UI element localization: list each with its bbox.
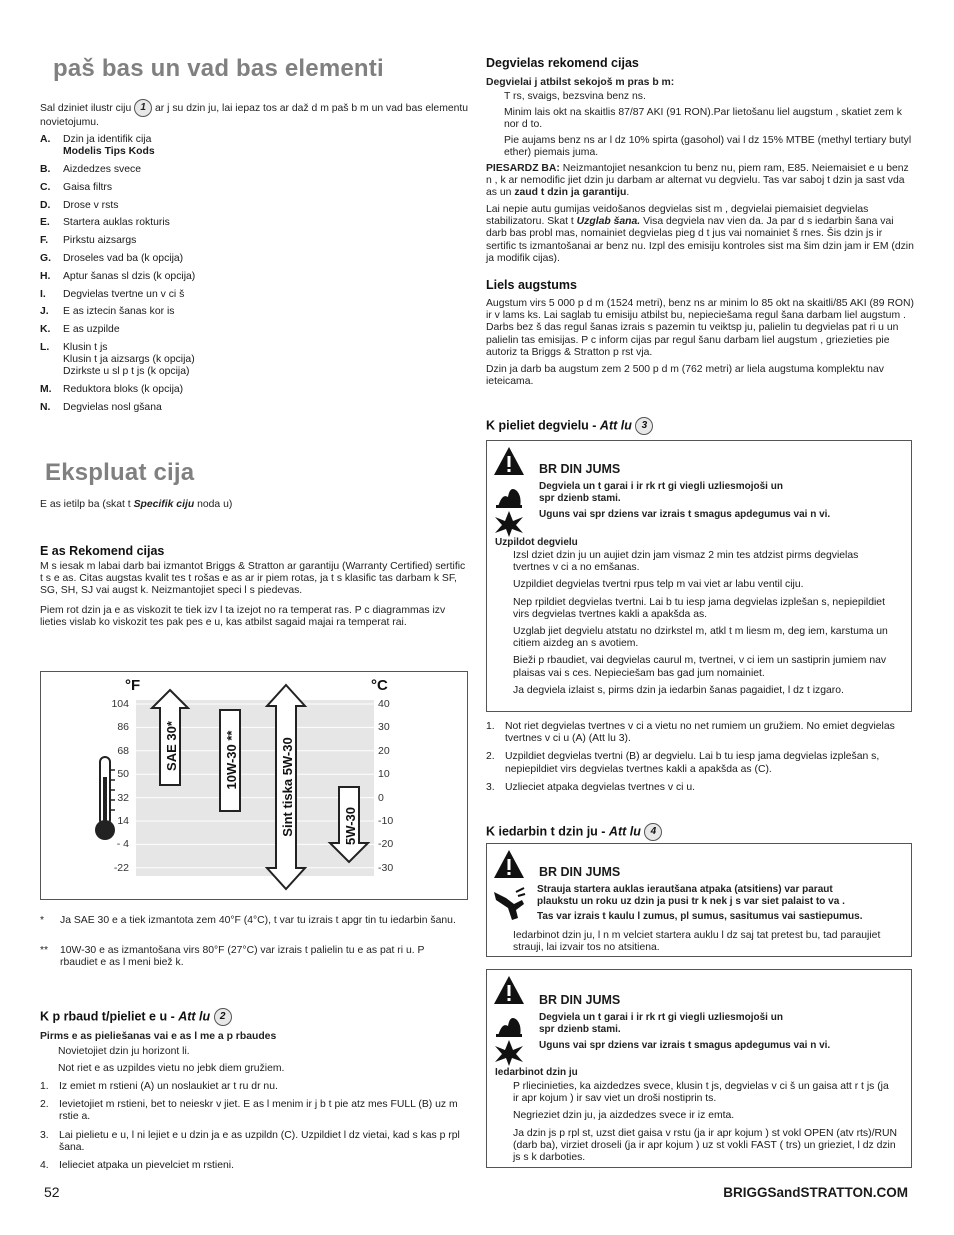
fahrenheit-tick: 14 (117, 815, 129, 827)
part-value (63, 342, 470, 379)
intro-text-a: Sal dziniet ilustr ciju (40, 102, 132, 114)
section-title-parts: paš bas un vad bas elementi (53, 55, 384, 82)
starting-subheading: Iedarbinot dzin ju (495, 1067, 578, 1078)
celsius-tick: 10 (378, 768, 390, 781)
safety-bullet: Nep rpildiet degvielas tvertni. Lai b tu iesp jama degvielas izplešan s, nepiepildiet virs degvielas tvertnes kakli a apakšda as. (513, 596, 885, 620)
part-item (40, 306, 470, 318)
high-altitude-heading: Liels augstums (486, 278, 577, 292)
step-number: 2. (486, 751, 495, 763)
kickback-text-3: Tas var izrais t kaulu l zumus, pl sumus, sasitumus vai sastiepumus. (537, 911, 863, 922)
step-number: 2. (40, 1099, 49, 1111)
note2-text: 10W-30 e as izmantošana virs 80°F (27°C) var izrais t palielin tu e as pat ri u. P rbaudiet e as l meni biež k. (60, 945, 425, 969)
caution-paragraph (486, 163, 914, 200)
step-item (40, 1081, 470, 1093)
part-value (63, 235, 470, 247)
part-item (40, 164, 470, 176)
part-item (40, 402, 470, 414)
stabilizer-a: Lai nepie autu gumijas veidošanos degvielas sist m , degvielai piemaisiet degvielas stabilizatoru. Skat t (486, 204, 869, 228)
oil-capacity-a: E as ietilp ba (skat t (40, 499, 134, 510)
part-value (63, 289, 470, 301)
fahrenheit-tick: 104 (111, 698, 129, 710)
part-line: Aizdedzes svece (63, 164, 141, 175)
part-line: Droseles vad ba (k opcija) (63, 252, 184, 264)
part-key: J. (40, 306, 49, 318)
part-item (40, 324, 470, 336)
start-engine-heading-a: K iedarbin t dzin ju - (486, 824, 609, 839)
part-key: I. (40, 288, 46, 300)
warning-text-2: spr dzienb stami. (539, 493, 621, 504)
part-item (40, 289, 470, 301)
fueling-subheading: Uzpildot degvielu (495, 537, 578, 548)
part-value (63, 134, 470, 158)
part-line: Drose v rsts (63, 199, 119, 211)
fahrenheit-tick: - 4 (116, 838, 129, 851)
step-text: Ielieciet atpaka un pievelciet m rstieni. (59, 1160, 234, 1172)
warning-text-1: Degviela un t garai i ir rk rt gi viegli uzliesmojoši un (539, 1012, 783, 1023)
celsius-tick: 20 (378, 744, 390, 757)
note1-mark: * (40, 915, 45, 926)
warning-heading: BR DIN JUMS (539, 462, 621, 476)
part-key: M. (40, 384, 52, 396)
fuel-req-1: T rs, svaigs, bezsvina benz ns. (504, 91, 646, 102)
part-key: A. (40, 134, 51, 145)
safety-bullet: Izsl dziet dzin ju un aujiet dzin jam vismaz 2 min tes atdzist pirms degvielas tvertnes v ci a no emšanas. (513, 550, 859, 574)
fuel-recommendations-heading: Degvielas rekomend cijas (486, 56, 639, 70)
kickback-warning-icon (492, 848, 526, 926)
figure-ref-badge: 1 (134, 99, 152, 117)
step-number: 4. (40, 1160, 49, 1172)
part-key: E. (40, 217, 50, 229)
check-oil-subheading: Pirms e as pieliešanas vai e as l me a p rbaudes (40, 1031, 277, 1042)
step-number: 3. (486, 781, 495, 793)
kickback-text-1: Strauja startera auklas ierautšana atpaka (atsitiens) var paraut (537, 884, 833, 895)
step-number: 3. (40, 1129, 49, 1141)
note1-text: Ja SAE 30 e a tiek izmantota zem 40°F (4°C), t var tu izrais t apgr tin tu iedarbin šanu. (60, 915, 456, 926)
part-value (63, 253, 470, 265)
stabilizer-link: Uzglab šana. (576, 216, 641, 228)
part-key: K. (40, 324, 51, 336)
oil-viscosity-chart (40, 671, 468, 900)
kickback-body: Iedarbinot dzin ju, l n m velciet startera auklu l dz saj tat pretest bu, tad paraujiet strauji, lai izvair tos no atsitiena. (513, 930, 881, 954)
step-text: Iz emiet m rstieni (A) un noslaukiet ar t ru dr nu. (59, 1081, 278, 1092)
part-line: Gaisa filtrs (63, 181, 113, 193)
safety-bullet: Ja degviela izlaist s, pirms dzin ja iedarbin šanas pagaidiet, l dz t izgaro. (513, 684, 844, 696)
part-item (40, 200, 470, 212)
part-value (63, 182, 470, 194)
check-oil-heading-a: K p rbaud t/pieliet e u - (40, 1009, 179, 1024)
label-synthetic-5w30: Sint tiska 5W-30 (280, 737, 295, 837)
step-item (40, 1130, 470, 1154)
fuel-requirements-subheading: Degvielai j atbilst sekojoš m pras b m: (486, 77, 675, 88)
warning-text-1: Degviela un t garai i ir rk rt gi viegli uzliesmojoši un (539, 481, 783, 492)
step-item (486, 721, 914, 745)
part-line: E as uzpilde (63, 324, 120, 336)
step-number: 1. (486, 721, 495, 732)
brand-url: BRIGGSandSTRATTON.COM (723, 1185, 908, 1200)
part-line: Reduktora bloks (k opcija) (63, 384, 184, 396)
check-oil-heading (40, 1008, 232, 1026)
stabilizer-paragraph (486, 204, 914, 265)
label-sae30: SAE 30* (164, 721, 179, 771)
part-line: Modelis Tips Kods (63, 146, 155, 158)
starting-safety-list (513, 1081, 897, 1169)
kickback-text-2: plaukstu un roku uz dzin ja pusi tr k nek j s var siet palaist to va . (537, 896, 845, 907)
caution-warranty: zaud t dzin ja garantiju (514, 187, 627, 199)
start-engine-heading (486, 823, 662, 841)
part-line: Klusin t ja aizsargs (k opcija) (63, 354, 195, 366)
fahrenheit-tick: 86 (117, 721, 129, 734)
starting-fire-warning-box (486, 969, 912, 1168)
stabilizer-c: Visa degviela nav vien da. Ja par d s iedarbin šana vai darb bas probl mas, nomainiet degvielas pieg d t jus vai nomainiet š rnes. Šis dzin js ir sertific ts izmantošanai ar benz nu. Izpl des emisiju kontroles sist ma šim dzin jam ir EM (dzin ja modifik cijas). (486, 216, 914, 264)
part-value (63, 402, 470, 414)
parts-intro (40, 99, 470, 129)
part-line: Aptur šanas sl dzis (k opcija) (63, 270, 196, 282)
part-key: B. (40, 164, 51, 175)
step-text: Not riet degvielas tvertnes v ci a vietu no net rumiem un gružiem. No emiet degvielas tvertnes v ci u (A) (Att lu 3). (505, 721, 895, 745)
part-value (63, 306, 470, 318)
part-line: E as iztecin šanas kor is (63, 306, 175, 318)
high-altitude-p2: Dzin ja darb ba augstum zem 2 500 p d m (762 metri) ar liela augstuma komplektu nav ieteicama. (486, 364, 884, 388)
caution-text: Neizmantojiet nesankcion tu benz nu, piem ram, E85. Neiemaisiet e u benz n , k ar nemodific jiet dzin ju darbam ar alternat vu degvielu. Tas var saboj t dzin ja sast vda as un (486, 163, 909, 199)
step-item (40, 1099, 470, 1123)
check-oil-bullet-2: Not riet e as uzpildes vietu no jebk diem gružiem. (58, 1063, 285, 1074)
caution-end: . (626, 187, 630, 199)
part-key: F. (40, 235, 49, 247)
fahrenheit-tick: 50 (117, 768, 129, 781)
celsius-tick: 30 (378, 721, 390, 734)
fahrenheit-unit: °F (125, 677, 141, 694)
oil-recommendations-p1: M s iesak m labai darb bai izmantot Briggs & Stratton ar garantiju (Warranty Certified) sertific t s e as. Citas augstas kvalit tes t rošas e as ar ir piem rotas, ja t s klasific tas darbam k SF, SG, SH, SJ vai augst k. Neizmantojiet speci l s piedevas. (40, 561, 466, 597)
safety-bullet: Uzpildiet degvielas tvertni rpus telp m vai viet ar labu ventil ciju. (513, 579, 804, 591)
celsius-tick: 40 (378, 698, 390, 710)
part-line: Dzirkste u sl p t js (k opcija) (63, 366, 190, 378)
check-oil-steps (40, 1081, 470, 1178)
celsius-tick: -20 (378, 838, 394, 851)
part-value (63, 217, 470, 229)
part-key: C. (40, 181, 51, 193)
part-key: D. (40, 199, 51, 211)
celsius-tick: -30 (378, 861, 394, 874)
part-item (40, 342, 470, 379)
part-item (40, 235, 470, 247)
step-item (40, 1160, 470, 1172)
warning-heading: BR DIN JUMS (539, 993, 621, 1007)
label-10w30: 10W-30 ** (224, 730, 239, 790)
figure-ref-badge: 3 (635, 417, 653, 435)
part-line: Degvielas nosl gšana (63, 401, 162, 413)
part-line: Dzin ja identifik cija (63, 134, 152, 145)
check-oil-bullet-1: Novietojiet dzin ju horizont li. (58, 1046, 190, 1057)
oil-recommendations-p2: Piem rot dzin ja e as viskozit te tiek izv l ta izejot no ra temperat ras. P c diagrammas izv lieties vislab ko viskozit tes pak pes e u, kas atbilst sagaid majai ra temperat rai. (40, 605, 446, 629)
warning-heading: BR DIN JUMS (539, 865, 621, 879)
part-key: H. (40, 270, 51, 282)
celsius-unit: °C (371, 677, 388, 694)
section-title-operation: Ekspluat cija (45, 459, 195, 486)
safety-bullet: P rliecinieties, ka aizdedzes svece, klusin t js, degvielas v ci š un gaisa att r t js (ja ir apr kojum ) ir sav viet un droši nostiprin ts. (513, 1081, 889, 1105)
fahrenheit-tick: 32 (117, 791, 129, 804)
figure-ref-badge: 4 (644, 823, 662, 841)
part-line: Pirkstu aizsargs (63, 235, 137, 247)
step-item (486, 782, 914, 794)
fuel-warning-box (486, 440, 912, 712)
start-engine-heading-b: Att lu (608, 824, 641, 839)
part-key: L. (40, 341, 50, 353)
part-item (40, 384, 470, 396)
step-text: Lai pielietu e u, l ni lejiet e u dzin ja e as uzpildn (C). Uzpildiet l dz vietai, kad s kas p rpl šana. (59, 1129, 460, 1153)
fire-warning-icon (492, 445, 526, 537)
intro-text-b: ar j su dzin ju, lai iepaz tos ar daž d m paš b m un vad bas elementu novietojumu. (40, 102, 469, 128)
part-item (40, 217, 470, 229)
figure-ref-badge: 2 (214, 1008, 232, 1026)
step-number: 1. (40, 1081, 49, 1092)
part-value (63, 200, 470, 212)
safety-bullet: Negrieziet dzin ju, ja aizdedzes svece ir iz emta. (513, 1110, 735, 1122)
fuel-req-2: Minim lais okt na skaitlis 87/87 AKI (91 RON).Par lietošanu liel augstum , skatiet zem k nor d to. (504, 107, 902, 131)
oil-capacity-line (40, 499, 470, 511)
warning-text-3: Uguns vai spr dziens var izrais t smagus apdegumus vai n vi. (539, 509, 831, 520)
part-line: Startera auklas rokturis (63, 217, 170, 229)
celsius-tick: -10 (378, 815, 394, 827)
part-line: Klusin t js (63, 341, 108, 353)
warning-text-3: Uguns vai spr dziens var izrais t smagus apdegumus vai n vi. (539, 1040, 831, 1051)
oil-recommendations-heading: E as Rekomend cijas (40, 544, 165, 558)
parts-list (40, 134, 470, 420)
part-item (40, 253, 470, 265)
check-oil-heading-b: Att lu (178, 1009, 211, 1024)
step-item (486, 751, 914, 775)
page-number: 52 (44, 1184, 60, 1200)
part-key: G. (40, 252, 51, 264)
add-fuel-heading-a: K pieliet degvielu - (486, 418, 600, 433)
oil-capacity-link: Specifik ciju (133, 499, 195, 510)
fueling-safety-list (513, 550, 893, 702)
part-value (63, 164, 470, 176)
part-item (40, 271, 470, 283)
step-text: Uzpildiet degvielas tvertni (B) ar degvielu. Lai b tu iesp jama degvielas izplešan s, nepiepildiet virs degvielas tvertnes kakli a apakšda as (C). (505, 751, 880, 775)
part-value (63, 271, 470, 283)
fire-warning-icon (492, 974, 526, 1066)
note2-mark: ** (40, 945, 49, 956)
safety-bullet: Ja dzin js p rpl st, uzst diet gaisa v rstu (ja ir apr kojum ) st vokl OPEN (atv rts)/RUN (darb ba), virziet droseli (ja ir apr kojum ) uz st vokli FAST ( trs) un grieziet, l dz dzin js s k darboties. (513, 1127, 897, 1164)
part-value (63, 384, 470, 396)
high-altitude-p1: Augstum virs 5 000 p d m (1524 metri), benz ns ar minim lo 85 okt na skaitli/85 AKI (89 RON) ir v lams ks. Lai saglab tu emisiju atbilst bu, nepieciešama regul šana darbam liel augstum . Darbs bez š das regul šanas izrais s pazemin tu veiktsp ju, palielin tu degvielas pat ri u un palielin tas emisijas. P c inform cijas par regul šanu darbam liel augstum , griezieties pie autoriz ta Briggs & Stratton p rst vja. (486, 298, 914, 358)
celsius-tick: 0 (378, 791, 384, 804)
part-line: Degvielas tvertne un v ci š (63, 288, 185, 300)
caution-label: PIESARDZ BA: (486, 163, 560, 174)
safety-bullet: Bieži p rbaudiet, vai degvielas caurul m, tvertnei, v ci iem un sastiprin jumiem nav plaisas vai s ces. Nepieciešam bas gad jum nomainiet. (513, 655, 887, 679)
step-text: Ievietojiet m rstieni, bet to neieskr v jiet. E as l menim ir j b t pie atz mes FULL (B) uz m rstie a. (59, 1099, 458, 1123)
fahrenheit-tick: 68 (117, 744, 129, 757)
kickback-warning-box (486, 843, 912, 957)
part-item (40, 134, 470, 158)
part-key: N. (40, 401, 51, 413)
part-item (40, 182, 470, 194)
safety-bullet: Uzglab jiet degvielu atstatu no dzirkstel m, atkl t m liesm m, deg iem, karstuma un citiem aizdeg an s avotiem. (513, 626, 888, 650)
add-fuel-heading (486, 417, 653, 435)
part-value (63, 324, 470, 336)
warning-text-2: spr dzienb stami. (539, 1024, 621, 1035)
step-text: Uzlieciet atpaka degvielas tvertnes v ci u. (505, 781, 696, 793)
fahrenheit-tick: -22 (113, 861, 129, 874)
label-5w30: 5W-30 (343, 806, 358, 846)
fuel-req-3: Pie aujams benz ns ar l dz 10% spirta (gasohol) vai l dz 15% MTBE (methyl tertiary butyl ether) piemais juma. (504, 135, 912, 159)
add-fuel-heading-b: Att lu (599, 418, 632, 433)
add-fuel-steps (486, 721, 914, 800)
oil-capacity-c: noda u) (194, 499, 233, 510)
